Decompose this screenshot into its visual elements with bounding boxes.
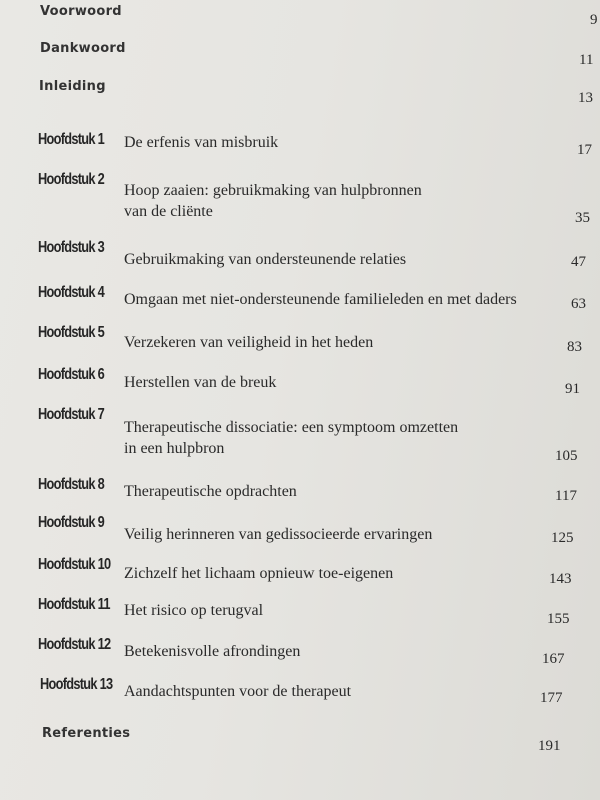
chapter-label: Hoofdstuk 3 (38, 239, 105, 256)
chapter-label: Hoofdstuk 6 (38, 366, 105, 383)
chapter-title: Therapeutische opdrachten (124, 483, 297, 500)
chapter-title-line-2: in een hulpbron (124, 440, 225, 457)
page-number: 167 (542, 651, 565, 667)
page-number: 11 (579, 52, 594, 68)
chapter-title: Verzekeren van veiligheid in het heden (124, 334, 374, 351)
chapter-label: Hoofdstuk 1 (38, 131, 105, 148)
page-number: 143 (549, 571, 572, 587)
page-number: 63 (571, 296, 586, 312)
chapter-label: Hoofdstuk 7 (38, 406, 105, 423)
chapter-label: Hoofdstuk 8 (38, 476, 105, 493)
chapter-label: Hoofdstuk 2 (38, 171, 105, 188)
chapter-title: Gebruikmaking van ondersteunende relaties (124, 251, 407, 268)
page-number: 9 (590, 12, 598, 28)
page-number: 91 (565, 381, 580, 397)
page-number: 35 (575, 210, 590, 226)
page-number: 177 (540, 690, 563, 706)
entry-label: Referenties (42, 726, 131, 741)
chapter-title: Herstellen van de breuk (124, 374, 277, 391)
chapter-label: Hoofdstuk 13 (40, 676, 113, 693)
chapter-title-line-2: van de cliënte (124, 203, 213, 220)
chapter-title: Therapeutische dissociatie: een symptoom omzetten (124, 419, 459, 436)
page-number: 47 (571, 254, 586, 270)
chapter-title: Hoop zaaien: gebruikmaking van hulpbronnen (124, 182, 422, 199)
chapter-title: Veilig herinneren van gedissocieerde ervaringen (124, 526, 433, 543)
page-number: 155 (547, 611, 570, 627)
page-number: 125 (551, 530, 574, 546)
page-number: 117 (555, 488, 577, 504)
chapter-title: Betekenisvolle afrondingen (124, 643, 301, 660)
entry-label: Inleiding (39, 79, 106, 94)
chapter-label: Hoofdstuk 9 (38, 514, 105, 531)
chapter-title: De erfenis van misbruik (124, 134, 279, 151)
chapter-label: Hoofdstuk 12 (38, 636, 111, 653)
page-number: 191 (538, 738, 561, 754)
page-number: 105 (555, 448, 578, 464)
chapter-label: Hoofdstuk 11 (38, 596, 110, 613)
chapter-title: Aandachtspunten voor de therapeut (124, 683, 352, 700)
page-number: 17 (577, 142, 592, 158)
chapter-label: Hoofdstuk 4 (38, 284, 105, 301)
page-number: 13 (578, 90, 593, 106)
chapter-title: Zichzelf het lichaam opnieuw toe-eigenen (124, 565, 394, 582)
page-number: 83 (567, 339, 582, 355)
entry-label: Dankwoord (40, 41, 126, 56)
chapter-label: Hoofdstuk 5 (38, 324, 105, 341)
toc-entry-inleiding (0, 0, 600, 110)
chapter-title: Het risico op terugval (124, 602, 264, 619)
entry-label: Voorwoord (40, 4, 122, 19)
chapter-label: Hoofdstuk 10 (38, 556, 111, 573)
chapter-title: Omgaan met niet-ondersteunende familieleden en met daders (124, 291, 517, 308)
